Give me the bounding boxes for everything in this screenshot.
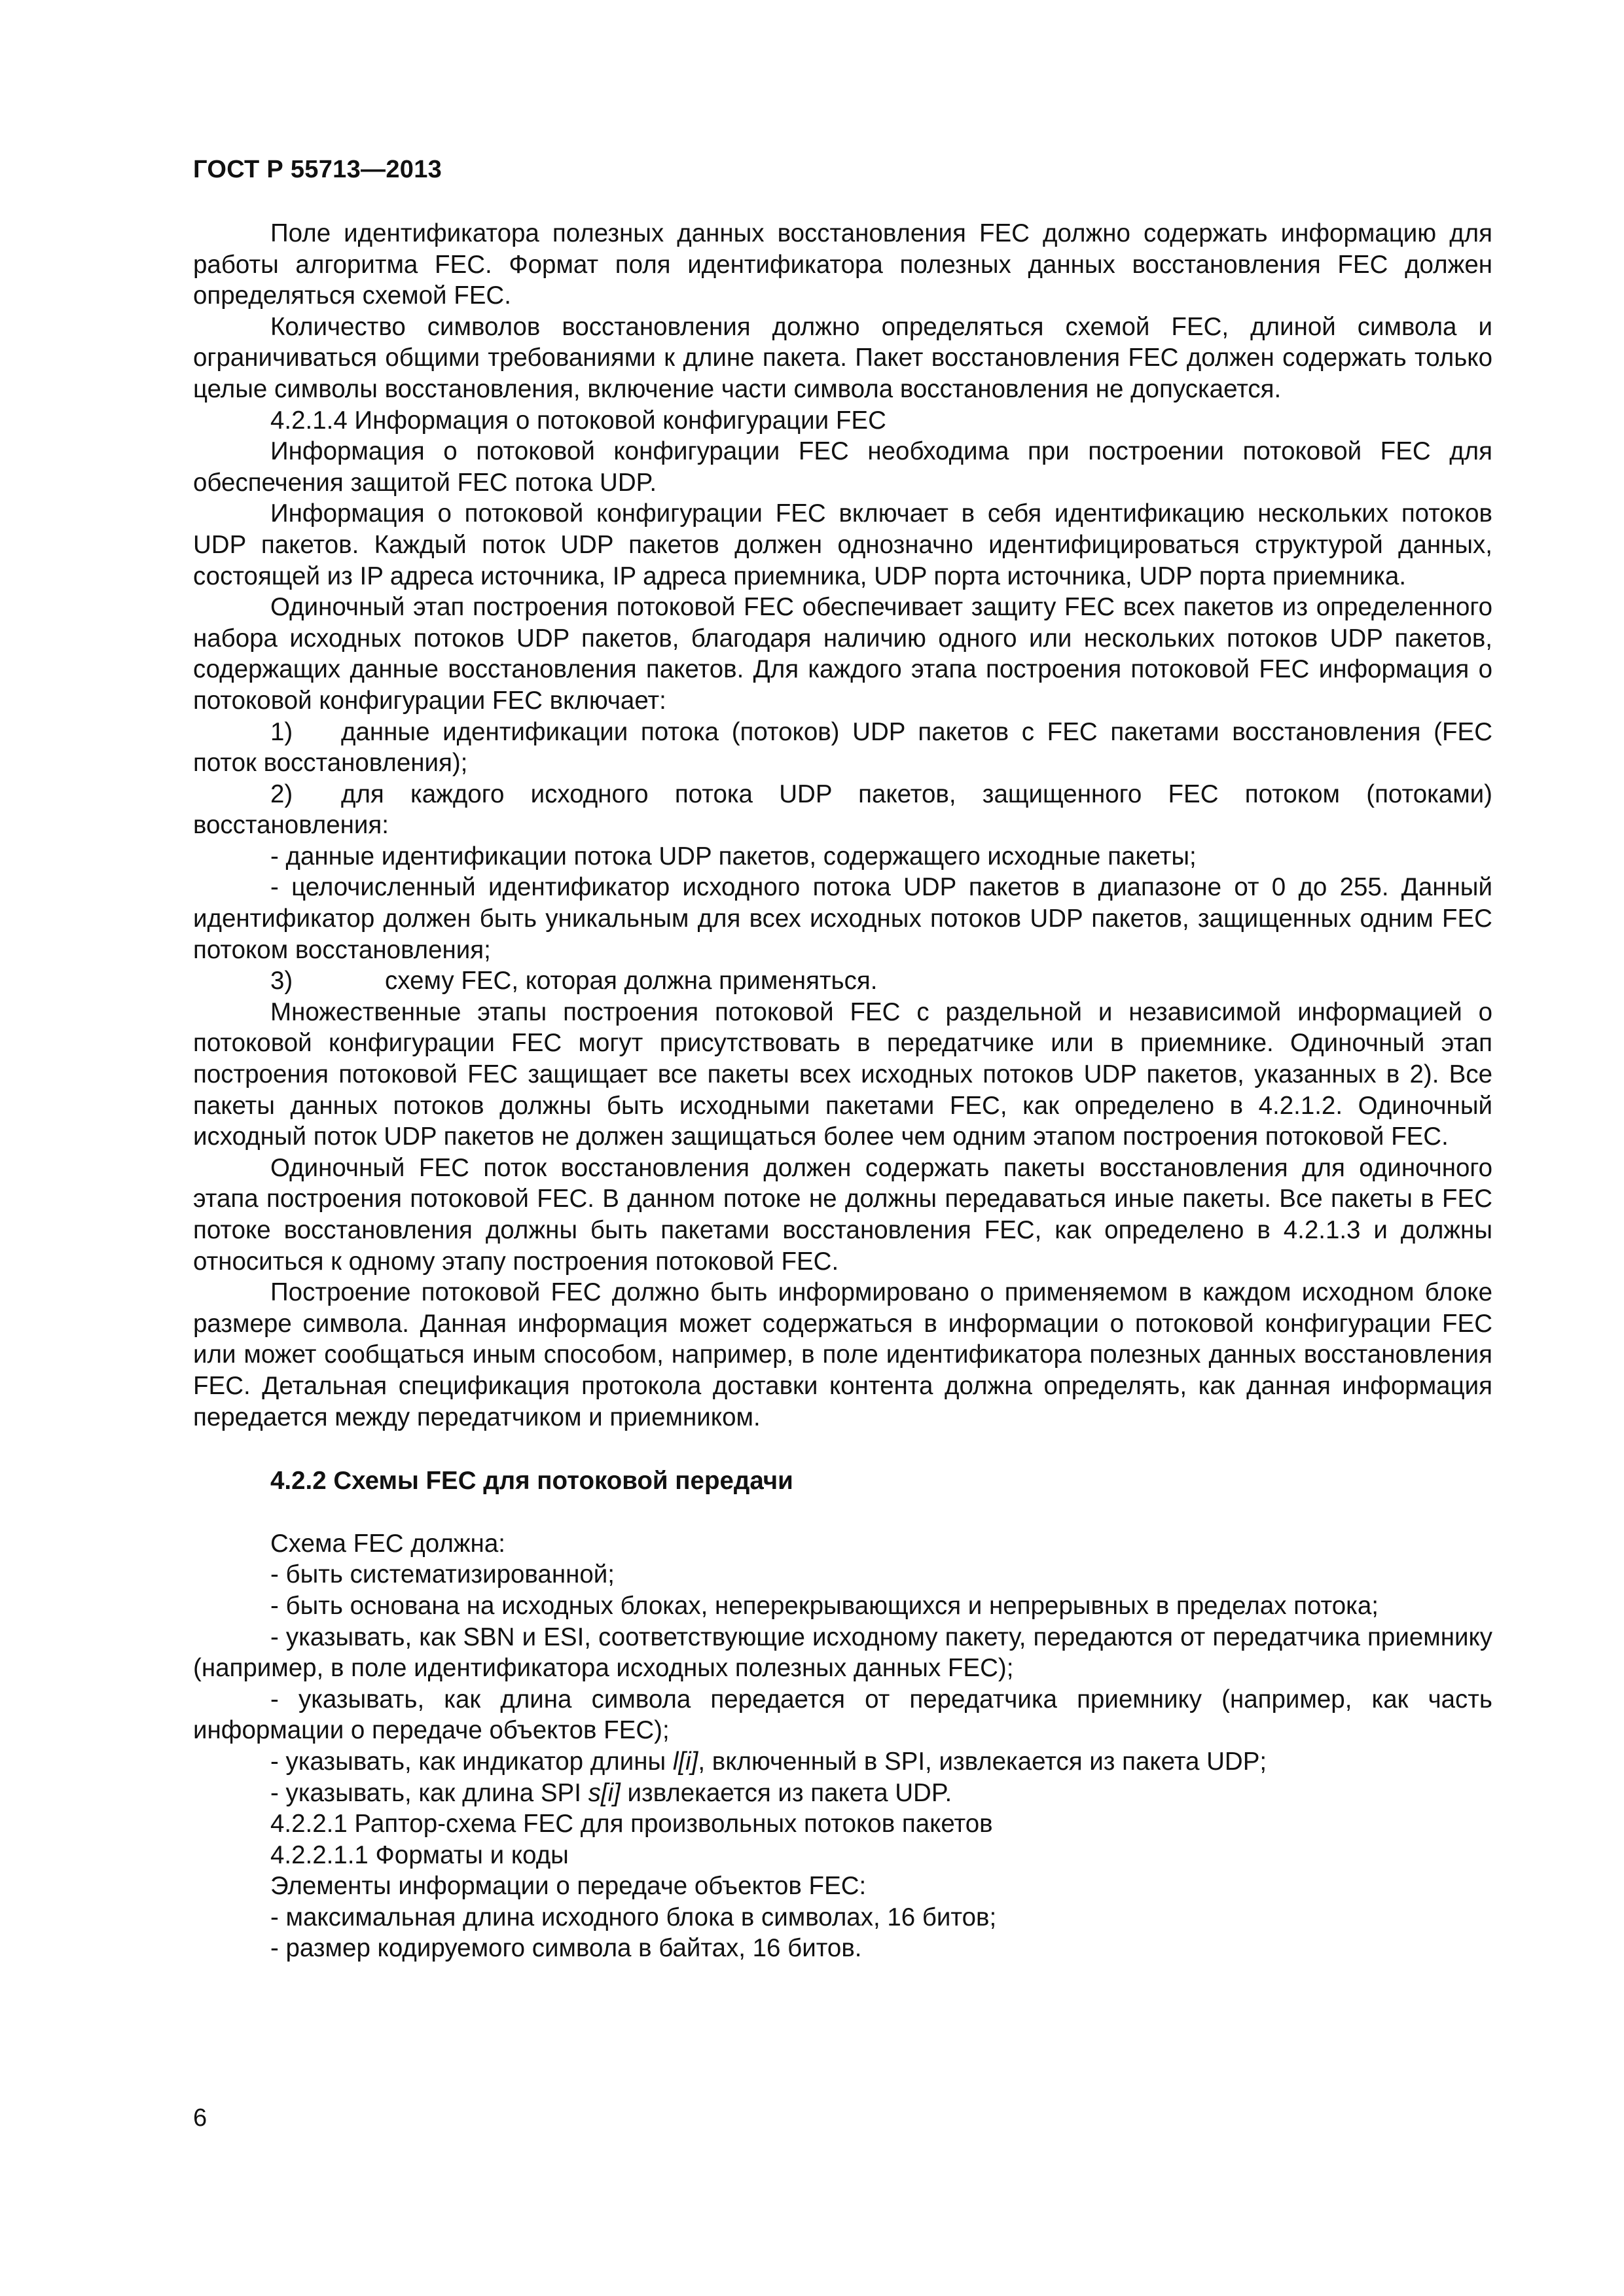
paragraph: Информация о потоковой конфигурации FEC включает в себя идентификацию нескольких потоков UDP пакетов. Каждый поток UDP пакетов должен однозначно идентифицироваться структурой данных, состоящей из IP адреса источника, IP адреса приемника, UDP порта источника, UDP порта приемника. [193, 499, 1492, 590]
variable-name: l[i] [672, 1747, 698, 1776]
document-header: ГОСТ Р 55713—2013 [193, 156, 442, 183]
dash-item: - быть основана на исходных блоках, неперекрывающихся и непрерывных в пределах потока; [270, 1591, 1379, 1620]
paragraph: Схема FEC должна: [270, 1529, 505, 1558]
page-number: 6 [193, 2104, 208, 2132]
dash-item: - размер кодируемого символа в байтах, 16 битов. [270, 1934, 862, 1963]
subsection-title: 4.2.1.4 Информация о потоковой конфигурации FEC [270, 406, 886, 435]
document-body [193, 218, 1492, 1964]
subsection-title: 4.2.2.1.1 Форматы и коды [270, 1840, 569, 1869]
list-item [193, 717, 1492, 779]
dash-item [193, 1746, 1492, 1778]
paragraph: Поле идентификатора полезных данных восстановления FEC должно содержать информацию для работы алгоритма FEC. Формат поля идентификатора полезных данных восстановления FEC должен определяться схемой FEC. [193, 219, 1492, 310]
variable-name: s[i] [588, 1778, 621, 1807]
paragraph: Элементы информации о передаче объектов FEC: [270, 1872, 867, 1901]
spacer [193, 1433, 1492, 1465]
spacer [193, 1497, 1492, 1528]
dash-item-text: , включенный в SPI, извлекается из пакета UDP; [698, 1747, 1267, 1776]
list-item-text: для каждого исходного потока UDP пакетов, защищенного FEC потоком (потоками) восстановления: [193, 780, 1492, 840]
subsection-title: 4.2.2.1 Раптор-схема FEC для произвольных потоков пакетов [270, 1810, 993, 1839]
list-item-number: 3) [270, 967, 293, 996]
list-item-text: данные идентификации потока (потоков) UDP пакетов с FEC пакетами восстановления (FEC поток восстановления); [193, 717, 1492, 778]
dash-item-text: извлекается из пакета UDP. [620, 1778, 952, 1807]
dash-item: - максимальная длина исходного блока в символах, 16 битов; [270, 1903, 997, 1931]
dash-item-text: - указывать, как длина SPI [270, 1778, 588, 1807]
paragraph: Информация о потоковой конфигурации FEC необходима при построении потоковой FEC для обеспечения защитой FEC потока UDP. [193, 437, 1492, 497]
paragraph: Одиночный FEC поток восстановления должен содержать пакеты восстановления для одиночного этапа построения потоковой FEC. В данном потоке не должны передаваться иные пакеты. Все пакеты в FEC потоке восстановления должны быть пакетами восстановления FEC, как определено в 4.2.1.3 и должны относиться к одному этапу построения потоковой FEC. [193, 1153, 1492, 1276]
paragraph: Количество символов восстановления должно определяться схемой FEC, длиной символа и ограничиваться общими требованиями к длине пакета. Пакет восстановления FEC должен содержать только целые символы восстановления, включение части символа восстановления не допускается. [193, 312, 1492, 403]
dash-item: - указывать, как длина символа передается от передатчика приемнику (например, как часть информации о передаче объектов FEC); [193, 1685, 1492, 1745]
paragraph: Построение потоковой FEC должно быть информировано о применяемом в каждом исходном блоке размере символа. Данная информация может содержаться в информации о потоковой конфигурации FEC или может сообщаться иным способом, например, в поле идентификатора полезных данных восстановления FEC. Детальная спецификация протокола доставки контента должна определять, как данная информация передается между передатчиком и приемником. [193, 1278, 1492, 1431]
list-item-number: 1) [270, 717, 293, 746]
dash-item: - указывать, как SBN и ESI, соответствующие исходному пакету, передаются от передатчика приемнику (например, в поле идентификатора исходных полезных данных FEC); [193, 1623, 1492, 1683]
dash-item: - данные идентификации потока UDP пакетов, содержащего исходные пакеты; [270, 842, 1197, 870]
list-item [193, 779, 1492, 841]
list-item [193, 965, 1492, 997]
paragraph: Одиночный этап построения потоковой FEC обеспечивает защиту FEC всех пакетов из определенного набора исходных потоков UDP пакетов, благодаря наличию одного или нескольких потоков UDP пакетов, содержащих данные восстановления пакетов. Для каждого этапа построения потоковой FEC информация о потоковой конфигурации FEC включает: [193, 593, 1492, 715]
list-item-text: схему FEC, которая должна применяться. [385, 967, 878, 996]
dash-item: - быть систематизированной; [270, 1560, 615, 1589]
dash-item-text: - указывать, как индикатор длины [270, 1747, 673, 1776]
dash-item: - целочисленный идентификатор исходного потока UDP пакетов в диапазоне от 0 до 255. Данный идентификатор должен быть уникальным для всех исходных потоков UDP пакетов, защищенных одним FEC потоком восстановления; [193, 873, 1492, 964]
paragraph: Множественные этапы построения потоковой FEC с раздельной и независимой информацией о потоковой конфигурации FEC могут присутствовать в передатчике или в приемнике. Одиночный этап построения потоковой FEC защищает все пакеты всех исходных потоков UDP пакетов, указанных в 2). Все пакеты данных потоков должны быть исходными пакетами FEC, как определено в 4.2.1.2. Одиночный исходный поток UDP пакетов не должен защищаться более чем одним этапом построения потоковой FEC. [193, 997, 1492, 1151]
list-item-number: 2) [270, 780, 293, 808]
section-heading: 4.2.2 Схемы FEC для потоковой передачи [270, 1467, 793, 1496]
dash-item [193, 1778, 1492, 1809]
